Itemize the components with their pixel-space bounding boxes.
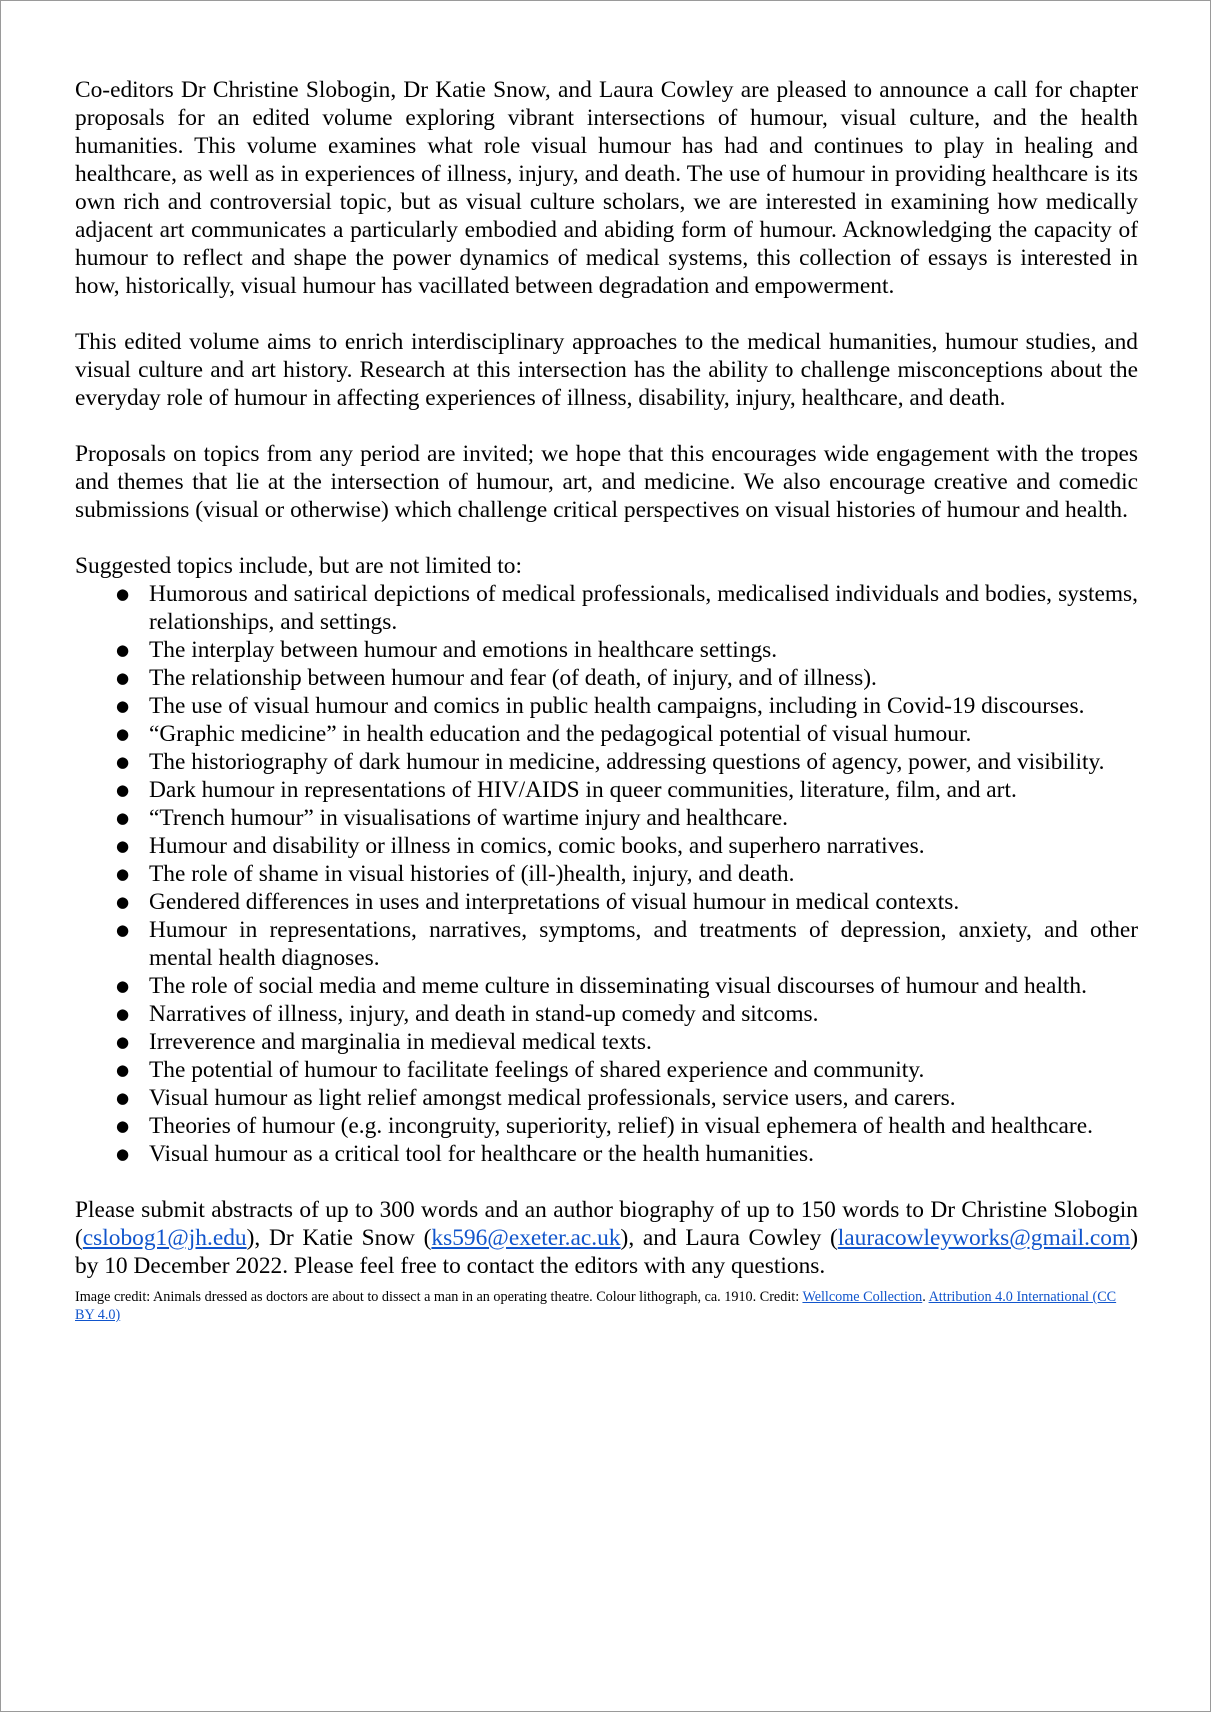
list-item: ● Dark humour in representations of HIV/AIDS in queer communities, literature, film, and art. <box>149 776 1138 804</box>
list-item: ● Narratives of illness, injury, and death in stand-up comedy and sitcoms. <box>149 1000 1138 1028</box>
email-link-snow[interactable]: ks596@exeter.ac.uk <box>431 1225 621 1251</box>
submission-text-3: ), and Laura Cowley ( <box>620 1225 838 1251</box>
credit-text: Image credit: Animals dressed as doctors are about to dissect a man in an operating theatre. Colour lithograph, ca. 1910. Credit: <box>75 1289 803 1305</box>
list-item: ● The use of visual humour and comics in public health campaigns, including in Covid-19 discourses. <box>149 692 1138 720</box>
email-link-slobogin[interactable]: cslobog1@jh.edu <box>82 1225 247 1251</box>
list-item: ● The role of shame in visual histories of (ill-)health, injury, and death. <box>149 860 1138 888</box>
document-body <box>75 76 1138 1324</box>
list-item: ● The historiography of dark humour in medicine, addressing questions of agency, power, and visibility. <box>149 748 1138 776</box>
list-item: ● The interplay between humour and emotions in healthcare settings. <box>149 636 1138 664</box>
list-item: ● Humour and disability or illness in comics, comic books, and superhero narratives. <box>149 832 1138 860</box>
submission-text-1: Please submit abstracts of up to 300 words and an author biography of up to 150 words to Dr Christine Slobogin ( <box>75 1197 1138 1251</box>
list-item: ● Irreverence and marginalia in medieval medical texts. <box>149 1028 1138 1056</box>
list-item: ● Humour in representations, narratives, symptoms, and treatments of depression, anxiety, and other mental health diagnoses. <box>149 916 1138 972</box>
submission-text-2: ), Dr Katie Snow ( <box>246 1225 432 1251</box>
list-item: ● The role of social media and meme culture in disseminating visual discourses of humour and health. <box>149 972 1138 1000</box>
aims-paragraph: This edited volume aims to enrich interdisciplinary approaches to the medical humanities, humour studies, and visual culture and art history. Research at this intersection has the ability to challenge misconceptions about the everyday role of humour in affecting experiences of illness, disability, injury, healthcare, and death. <box>75 329 1138 411</box>
proposals-paragraph: Proposals on topics from any period are invited; we hope that this encourages wide engagement with the tropes and themes that lie at the intersection of humour, art, and medicine. We also encourage creative and comedic submissions (visual or otherwise) which challenge critical perspectives on visual histories of humour and health. <box>75 441 1138 523</box>
submission-paragraph <box>75 1196 1138 1280</box>
wellcome-collection-link[interactable]: Wellcome Collection <box>802 1289 923 1305</box>
list-item: ● Visual humour as light relief amongst medical professionals, service users, and carers. <box>149 1084 1138 1112</box>
intro-paragraph: Co-editors Dr Christine Slobogin, Dr Katie Snow, and Laura Cowley are pleased to announce a call for chapter proposals for an edited volume exploring vibrant intersections of humour, visual culture, and the health humanities. This volume examines what role visual humour has had and continues to play in healing and healthcare, as well as in experiences of illness, injury, and death. The use of humour in providing healthcare is its own rich and controversial topic, but as visual culture scholars, we are interested in examining how medically adjacent art communicates a particularly embodied and abiding form of humour. Acknowledging the capacity of humour to reflect and shape the power dynamics of medical systems, this collection of essays is interested in how, historically, visual humour has vacillated between degradation and empowerment. <box>75 77 1138 299</box>
list-item: ● The relationship between humour and fear (of death, of injury, and of illness). <box>149 664 1138 692</box>
list-item: ● Theories of humour (e.g. incongruity, superiority, relief) in visual ephemera of health and healthcare. <box>149 1112 1138 1140</box>
license-link[interactable]: Attribution 4.0 International (CC BY 4.0) <box>75 1289 1117 1323</box>
list-item: ● Gendered differences in uses and interpretations of visual humour in medical contexts. <box>149 888 1138 916</box>
topics-lead: Suggested topics include, but are not limited to: <box>75 553 522 579</box>
list-item: ● Visual humour as a critical tool for healthcare or the health humanities. <box>149 1140 1138 1168</box>
list-item: ● “Trench humour” in visualisations of wartime injury and healthcare. <box>149 804 1138 832</box>
topics-list <box>75 580 1138 1168</box>
list-item: ● “Graphic medicine” in health education and the pedagogical potential of visual humour. <box>149 720 1138 748</box>
submission-text-4: ) by 10 December 2022. Please feel free to contact the editors with any questions. <box>75 1225 1138 1279</box>
list-item: ● The potential of humour to facilitate feelings of shared experience and community. <box>149 1056 1138 1084</box>
credit-separator: . <box>922 1289 929 1305</box>
email-link-cowley[interactable]: lauracowleyworks@gmail.com <box>837 1225 1131 1251</box>
image-credit <box>75 1288 1138 1324</box>
list-item: ● Humorous and satirical depictions of medical professionals, medicalised individuals and bodies, systems, relationships, and settings. <box>149 580 1138 636</box>
